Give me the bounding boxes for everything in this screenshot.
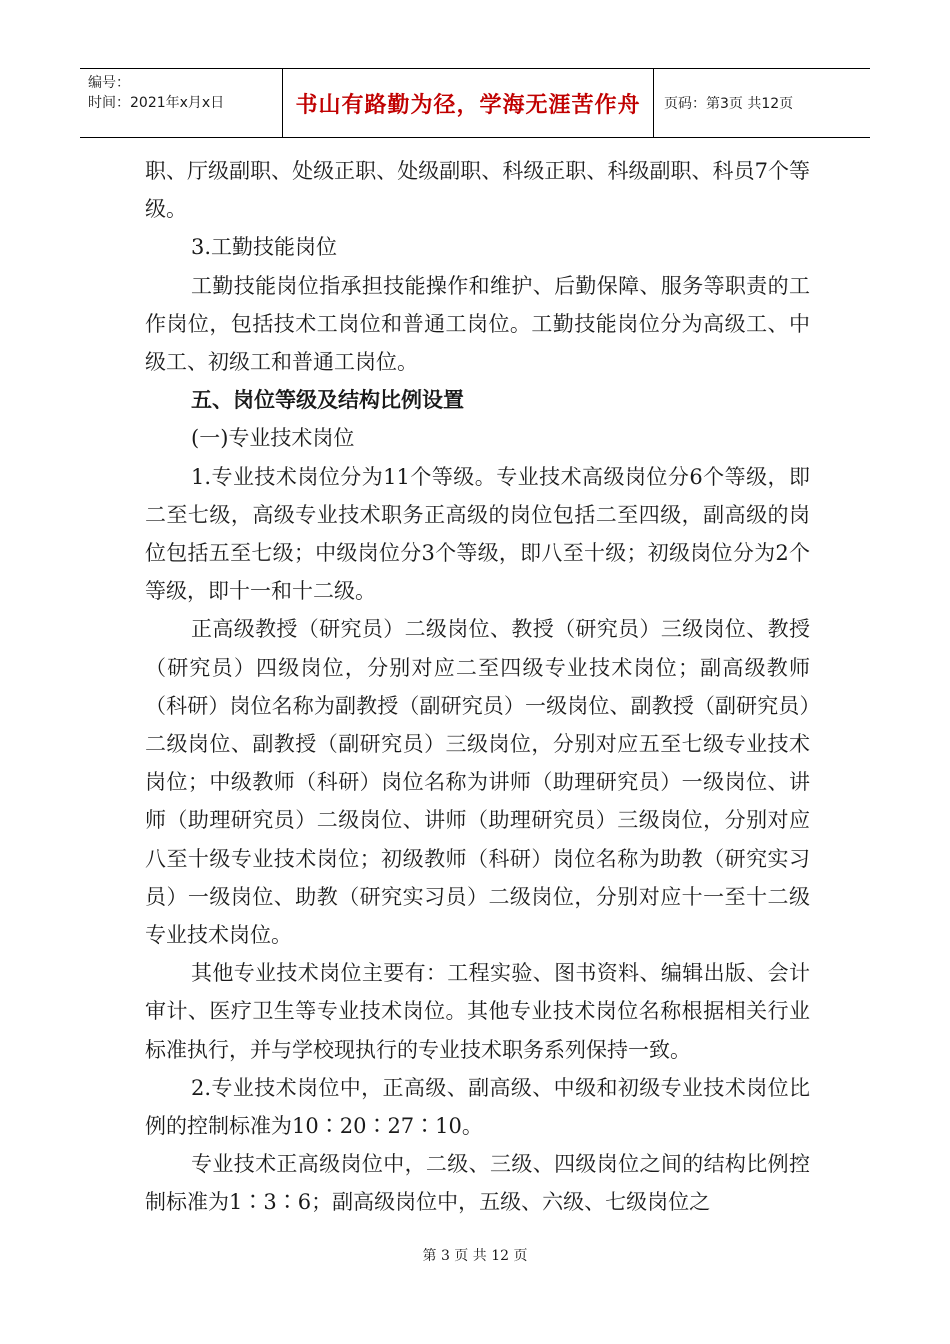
header-meta [80, 69, 282, 137]
header-motto: 书山有路勤为径，学海无涯苦作舟 [282, 69, 654, 137]
document-body [145, 152, 810, 1222]
chapter-heading: 五、岗位等级及结构比例设置 [191, 387, 464, 413]
header-page-info: 页码：第3页 共12页 [664, 96, 794, 112]
page-header [80, 68, 870, 138]
body-paragraph: 2.专业技术岗位中，正高级、副高级、中级和初级专业技术岗位比例的控制标准为10∶20∶27∶10。 [145, 1075, 810, 1139]
page-footer: 第 3 页 共 12 页 [422, 1248, 528, 1264]
section-heading: (一)专业技术岗位 [191, 426, 355, 451]
body-paragraph: 正高级教授（研究员）二级岗位、教授（研究员）三级岗位、教授（研究员）四级岗位，分别对应二至四级专业技术岗位；副高级教师（科研）岗位名称为副教授（副研究员）一级岗位、副教授（副研究员）二级岗位、副教授（副研究员）三级岗位，分别对应五至七级专业技术岗位；中级教师（科研）岗位名称为讲师（助理研究员）一级岗位、讲师（助理研究员）二级岗位、讲师（助理研究员）三级岗位，分别对应八至十级专业技术岗位；初级教师（科研）岗位名称为助教（研究实习员）一级岗位、助教（研究实习员）二级岗位，分别对应十一至十二级专业技术岗位。 [145, 617, 810, 948]
body-paragraph: 1.专业技术岗位分为11个等级。专业技术高级岗位分6个等级，即二至七级，高级专业技术职务正高级的岗位包括二至四级，副高级的岗位包括五至七级；中级岗位分3个等级，即八至十级；初级岗位分为2个等级，即十一和十二级。 [145, 464, 810, 604]
section-heading: 3.工勤技能岗位 [191, 235, 338, 260]
body-paragraph: 工勤技能岗位指承担技能操作和维护、后勤保障、服务等职责的工作岗位，包括技术工岗位和普通工岗位。工勤技能岗位分为高级工、中级工、初级工和普通工岗位。 [145, 273, 810, 375]
body-paragraph: 职、厅级副职、处级正职、处级副职、科级正职、科级副职、科员7个等级。 [145, 159, 810, 222]
document-number-label: 编号： [88, 75, 130, 91]
body-paragraph: 专业技术正高级岗位中，二级、三级、四级岗位之间的结构比例控制标准为1∶3∶6；副高级岗位中，五级、六级、七级岗位之 [145, 1152, 810, 1215]
body-paragraph: 其他专业技术岗位主要有：工程实验、图书资料、编辑出版、会计审计、医疗卫生等专业技术岗位。其他专业技术岗位名称根据相关行业标准执行，并与学校现执行的专业技术职务系列保持一致。 [145, 961, 810, 1062]
document-date: 时间：2021年x月x日 [88, 95, 225, 111]
